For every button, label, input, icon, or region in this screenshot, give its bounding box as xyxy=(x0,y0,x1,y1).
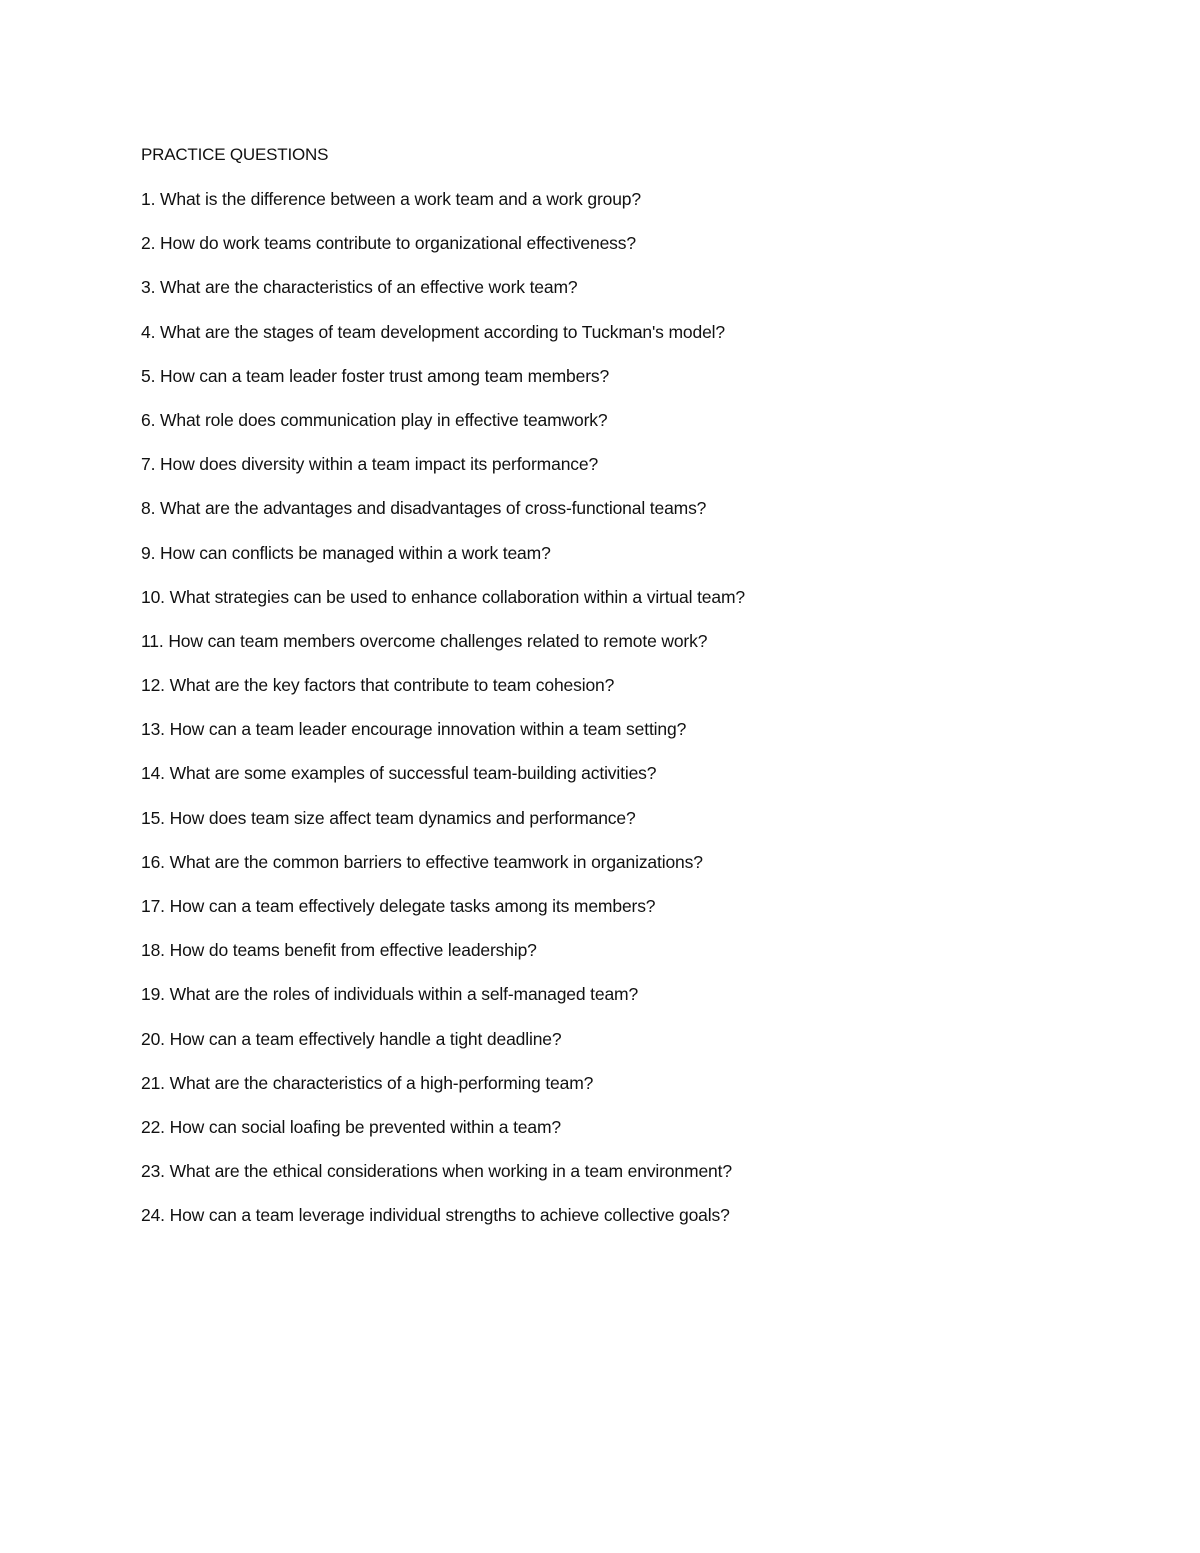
question-item xyxy=(141,1115,1121,1159)
question-text: How can a team effectively handle a tight deadline? xyxy=(169,1028,562,1049)
question-number: 9. xyxy=(141,542,156,563)
question-list xyxy=(141,187,1121,1248)
question-item xyxy=(141,187,1121,231)
question-text: How can conflicts be managed within a work team? xyxy=(160,542,551,563)
question-text: How can a team leverage individual strengths to achieve collective goals? xyxy=(169,1205,730,1226)
question-number: 4. xyxy=(141,321,156,342)
question-text: What are the roles of individuals within a self-managed team? xyxy=(169,984,639,1005)
question-number: 11. xyxy=(141,630,164,651)
question-item xyxy=(141,585,1121,629)
question-number: 13. xyxy=(141,719,165,740)
question-text: What are the advantages and disadvantages of cross-functional teams? xyxy=(160,498,707,519)
question-text: How does diversity within a team impact its performance? xyxy=(160,454,599,475)
question-item xyxy=(141,806,1121,850)
question-text: What are the ethical considerations when working in a team environment? xyxy=(169,1161,732,1182)
question-text: What are some examples of successful team-building activities? xyxy=(169,763,657,784)
document-body xyxy=(141,143,1121,1248)
question-number: 5. xyxy=(141,365,156,386)
question-item xyxy=(141,629,1121,673)
question-number: 8. xyxy=(141,498,156,519)
question-item xyxy=(141,496,1121,540)
question-text: How can a team leader foster trust among team members? xyxy=(160,365,610,386)
question-item xyxy=(141,275,1121,319)
question-text: How do teams benefit from effective leadership? xyxy=(169,940,537,961)
question-text: What are the common barriers to effective teamwork in organizations? xyxy=(169,851,703,872)
question-item xyxy=(141,761,1121,805)
question-number: 7. xyxy=(141,454,156,475)
question-item xyxy=(141,541,1121,585)
question-text: What role does communication play in effective teamwork? xyxy=(160,409,608,430)
question-number: 2. xyxy=(141,233,156,254)
question-number: 14. xyxy=(141,763,165,784)
question-number: 22. xyxy=(141,1116,165,1137)
question-item xyxy=(141,320,1121,364)
question-text: What are the characteristics of an effective work team? xyxy=(160,277,578,298)
question-number: 21. xyxy=(141,1072,165,1093)
question-item xyxy=(141,673,1121,717)
question-text: How can social loafing be prevented within a team? xyxy=(169,1116,561,1137)
question-text: How does team size affect team dynamics and performance? xyxy=(169,807,636,828)
question-item xyxy=(141,717,1121,761)
question-item xyxy=(141,452,1121,496)
question-number: 17. xyxy=(141,896,165,916)
question-text: What are the stages of team development according to Tuckman's model? xyxy=(160,321,725,342)
page-title: PRACTICE QUESTIONS xyxy=(141,145,329,164)
question-item xyxy=(141,938,1121,982)
question-item xyxy=(141,1203,1121,1247)
question-item xyxy=(141,364,1121,408)
question-number: 20. xyxy=(141,1028,165,1049)
question-text: What are the characteristics of a high-performing team? xyxy=(169,1072,594,1093)
question-item xyxy=(141,231,1121,275)
question-item xyxy=(141,408,1121,452)
question-item xyxy=(141,982,1121,1026)
question-number: 12. xyxy=(141,675,165,696)
question-item xyxy=(141,1071,1121,1115)
question-item xyxy=(141,894,1121,938)
question-number: 18. xyxy=(141,940,165,961)
question-number: 19. xyxy=(141,984,165,1005)
question-item xyxy=(141,1027,1121,1071)
question-text: What are the key factors that contribute to team cohesion? xyxy=(169,675,615,696)
question-number: 6. xyxy=(141,409,156,430)
question-number: 10. xyxy=(141,586,165,607)
question-text: How can a team leader encourage innovation within a team setting? xyxy=(169,719,687,740)
question-text: How can a team effectively delegate tasks among its members? xyxy=(169,896,656,916)
question-text: What strategies can be used to enhance collaboration within a virtual team? xyxy=(169,586,745,607)
question-number: 16. xyxy=(141,851,165,872)
question-item xyxy=(141,850,1121,894)
question-number: 23. xyxy=(141,1161,165,1182)
question-number: 3. xyxy=(141,277,156,298)
question-text: How do work teams contribute to organizational effectiveness? xyxy=(160,233,636,254)
question-text: How can team members overcome challenges related to remote work? xyxy=(168,630,708,651)
question-text: What is the difference between a work team and a work group? xyxy=(160,189,641,209)
question-number: 15. xyxy=(141,807,165,828)
question-number: 24. xyxy=(141,1205,165,1226)
question-number: 1. xyxy=(141,189,156,209)
question-item xyxy=(141,1159,1121,1203)
